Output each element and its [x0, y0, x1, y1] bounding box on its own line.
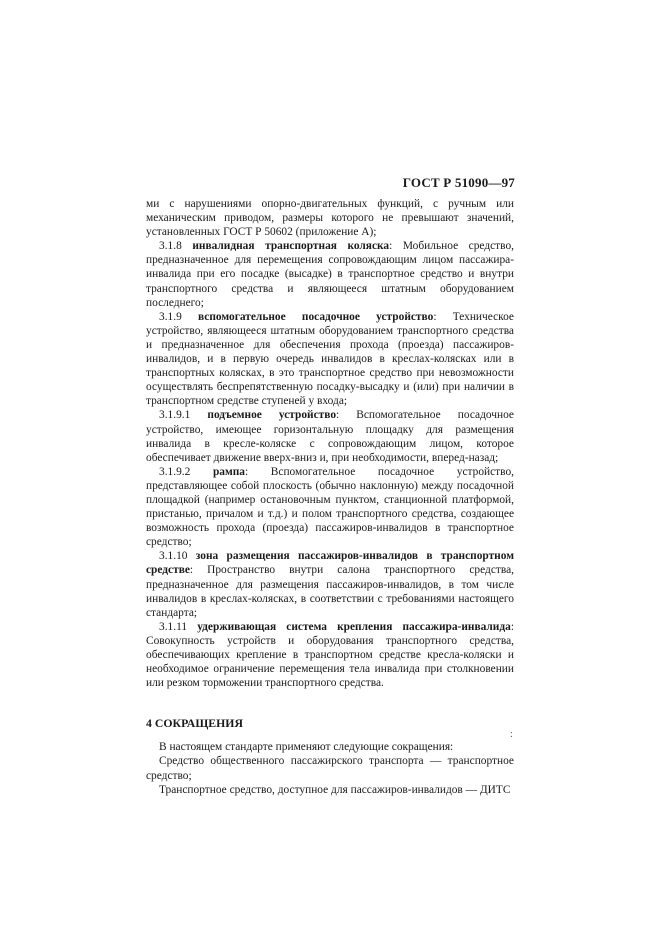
clause-number: 3.1.8: [159, 240, 182, 253]
document-body: [146, 197, 514, 797]
abbreviations-intro: В настоящем стандарте применяют следующие сокращения:: [159, 741, 454, 754]
clause-text: : Вспомогательное посадочное устройство, имеющее горизонтальную площадку для размещения инвалида в кресле-коляске с сопровождающим лицом, которое обеспечивает движение вверх-вниз и, при необходимости, вперед-назад;: [146, 409, 514, 464]
clause-text: : Совокупность устройств и оборудования транспортного средства, обеспечивающих крепление в транспортном средстве кресла-коляски и необходимое ограничение перемещения тела инвалида при столкновении или резком торможении транспортного средства.: [146, 620, 514, 690]
clause-number: 3.1.9.1: [159, 409, 191, 422]
clause-text: : Техническое устройство, являющееся штатным оборудованием транспортного средства и предназначенное для обеспечения прохода (проезда) пассажиров-инвалидов, и в первую очередь инвалидов в креслах-колясках или в транспортных колясках, в это транспортное средство при невозможности осуществлять беспрепятственную посадку-высадку и (или) при наличии в транспортном средстве ступеней у входа;: [146, 310, 514, 408]
clause-term: удерживающая система крепления пассажира-инвалида: [197, 620, 511, 633]
clause-term: инвалидная транспортная коляска: [192, 240, 390, 253]
paragraph-3-1-9-1: [146, 408, 514, 464]
paragraph-3-1-9-2: [146, 465, 514, 550]
document-standard-id: ГОСТ Р 51090—97: [402, 175, 515, 190]
clause-term: рампа: [212, 465, 246, 478]
clause-text: : Мобильное средство, предназначенное для перемещения сопровождающим лицом пассажира-инвалида при его посадке (высадке) в транспортное средство и внутри транспортного средства и являющееся штатным оборудованием последнего;: [146, 240, 514, 309]
paragraph-continuation: [146, 197, 514, 239]
paragraph-3-1-10: [146, 549, 514, 619]
clause-text: : Пространство внутри салона транспортного средства, предназначенное для размещения пассажиров-инвалидов, в том числе инвалидов в креслах-колясках, в соответствии с требованиями настоящего стандарта;: [146, 564, 514, 619]
clause-number: 3.1.9.2: [159, 465, 191, 478]
paragraph-text: ми с нарушениями опорно-двигательных функций, с ручным или механическим приводом, размеры которого не превышают значений, установленных ГОСТ Р 50602 (приложение А);: [146, 198, 514, 239]
clause-term: зона размещения пассажиров-инвалидов в транспортном средстве: [146, 550, 514, 577]
clause-text: : Вспомогательное посадочное устройство, представляющее собой плоскость (обычно наклонную) между посадочной площадкой (например остановочным пунктом, станционной платформой, пристанью, причалом и т.д.) и полом транспортного средства, создающее возможность прохода (проезда) пассажиров-инвалидов в транспортное средство;: [146, 465, 514, 549]
abbreviation-item: Средство общественного пассажирского транспорта — транспортное средство;: [146, 755, 514, 782]
clause-term: подъемное устройство: [207, 409, 337, 422]
paragraph-3-1-9: [146, 310, 514, 409]
clause-number: 3.1.11: [159, 620, 188, 633]
clause-number: 3.1.9: [159, 310, 182, 323]
paragraph-3-1-8: [146, 239, 514, 309]
paragraph-3-1-11: [146, 620, 514, 690]
scan-margin-mark: :: [510, 729, 513, 740]
clause-term: вспомогательное посадочное устройство: [198, 310, 434, 323]
section-heading: 4 СОКРАЩЕНИЯ: [146, 716, 244, 731]
clause-number: 3.1.10: [159, 550, 188, 563]
abbreviation-item: Транспортное средство, доступное для пассажиров-инвалидов — ДИТС: [159, 783, 511, 796]
